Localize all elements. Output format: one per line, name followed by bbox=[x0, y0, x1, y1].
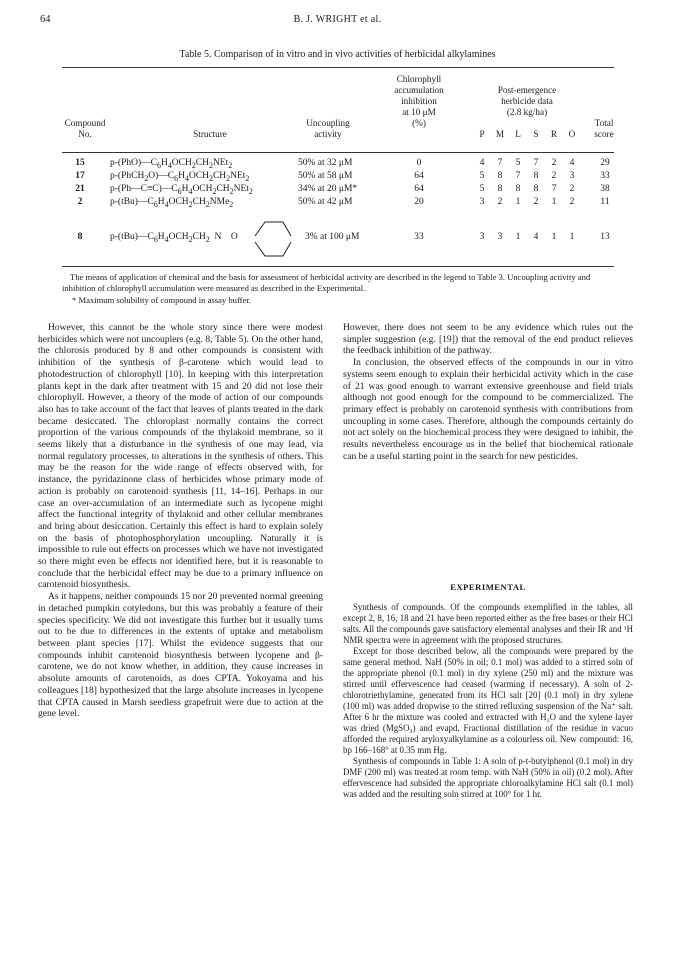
table-caption: Table 5. Comparison of in vitro and in vivo activities of herbicidal alkylamines bbox=[179, 49, 496, 60]
table-top-rule bbox=[62, 67, 614, 68]
paragraph: Synthesis of compounds. Of the compounds exemplified in the tables, all except 2, 8, 16, 18 and 21 have been reported either as the free bases or their HCl salts. All the compounds gave satisfactory elemental analyses and their IR and ¹H NMR spectra were in agreement with the proposed structures. bbox=[343, 602, 633, 645]
paragraph: However, there does not seem to be any evidence which rules out the simpler suggestion (e.g. [19]) that the removal of the end product relieves the feedback inhibition of the pathway. bbox=[343, 322, 633, 357]
structure-cell: $p-(tBu)—C_6H_4OCH_2CH_2$ N O bbox=[110, 232, 238, 244]
header-species: P M L S R O bbox=[479, 129, 576, 139]
paragraph: Synthesis of compounds in Table 1: A soln of p-t-butylphenol (0.1 mol) in dry DMF (200 ml) was treated at room temp. with NaH (50% in oil) (0.2 mol). After effervescence had subsided the appropriate chloroalkylamine HCl salt (0.1 mol) was added and the resulting soln stirred at 100° for 1 hr. bbox=[343, 756, 633, 799]
page-number: 64 bbox=[40, 14, 51, 25]
experimental-body bbox=[343, 602, 633, 800]
page-header bbox=[40, 14, 635, 28]
header-total: Total score bbox=[594, 118, 614, 139]
paragraph: In conclusion, the observed effects of the compounds in our in vitro systems seem enough to explain their herbicidal activity which in the case of 21 was good enough to warrant extensive greenhouse and field trials although not good enough for the compound to be commercialized. The primary effect is probably on carotenoid synthesis with contributions from uncoupling in some cases. Therefore, although the compounds certainly do not act solely on the biochemical process they were designed to inhibit, the results nevertheless encourage us in the belief that biochemical rationale can be a useful starting point in the search for new pesticides. bbox=[343, 357, 633, 462]
paragraph: Except for those described below, all the compounds were prepared by the same general method. NaH (50% in oil; 0.1 mol) was added to a stirred soln of the appropriate phenol (0.1 mol) in dry xylene (250 ml) and the mixture was stirred until effervescence had ceased (warming if necessary). A soln of 2-chlorotriethylamine, generated from its HCl salt [20] (0.1 mol) in dry xylene (100 ml) was added dropwise to the stirred refluxing suspension of the Na⁺ salt. After 6 hr the mixture was cooled and extracted with H₂O and the xylene layer was dried (MgSO₄) and evapd. Fractional distillation of the residue in vacuo afforded the required aryloxyalkylamine as a colourless oil. New compound: 16, bp 166–168° at 0.35 mm Hg. bbox=[343, 646, 633, 755]
structure-cell: $p-(PhCH_2O)—C_6H_4OCH_2CH_2NEt_2$ bbox=[110, 171, 250, 183]
structure-cell: $p-(PhO)—C_6H_4OCH_2CH_2NEt_2$ bbox=[110, 158, 233, 170]
paragraph: However, this cannot be the whole story since there were modest herbicides which were not uncouplers (e.g. 8, Table 5). On the other hand, the chlorosis produced by 8 and other compounds is consistent with inhibition of the synthesis of β-carotene which would lead to photodestruction of chlorophyll [10]. In keeping with this interpretation plants kept in the dark after treatment with 15 and 20 did not lose their chlorophyll. However, a theory of the mode of action of our compounds also has to take account of the fact that leaves of plants treated in the dark became desiccated. The chloroplast normally contains the correct proportion of the various compounds of the thylakoid membrane, so it seems likely that a disturbance in the synthesis of one may lead, via normal regulatory processes, to alterations in the synthesis of others. This may be the reason for the wide range of effects observed with, for instance, the pyridazinone class of herbicides whose primary mode of action is probably on carotenoid synthesis [11, 14–16]. Perhaps in our case an over-accumulation of an intermediate such as lycopene might affect the functional integrity of thylakoid and other cellular membranes and bring about desiccation. Certainly this effect is hard to explain solely on the basis of photophosphorylation uncoupling. Naturally it is impossible to rule out effects on processes which we have not investigated so there might even be effects not identified here, but it is reasonable to conclude that the herbicidal effect may be due to a primary influence on carotenoid biosynthesis. bbox=[38, 322, 323, 591]
body-left-column bbox=[38, 322, 323, 720]
table-footnote: The means of application of chemical and the basis for assessment of herbicidal activity are described in the legend to Table 3. Uncoupling activity and inhibition of chlorophyll accumulation were measured as described in the Experimental. bbox=[62, 272, 591, 293]
table-footnote-asterisk: * Maximum solubility of compound in assay buffer. bbox=[72, 295, 251, 305]
morpholine-ring-icon bbox=[249, 212, 299, 262]
running-head: B. J. WRIGHT et al. bbox=[293, 14, 382, 25]
header-post-emergence: Post-emergence herbicide data (2.8 kg/ha) bbox=[497, 85, 557, 117]
header-compound: Compound No. bbox=[64, 118, 106, 139]
structure-cell: $p-(Ph—C\equiv C)—C_6H_4OCH_2CH_2NEt_2$ bbox=[110, 184, 253, 196]
header-structure: Structure bbox=[193, 129, 227, 139]
header-uncoupling: Uncoupling activity bbox=[306, 118, 350, 139]
body-right-column bbox=[343, 322, 633, 462]
table-bottom-rule bbox=[62, 266, 614, 267]
header-chlorophyll: Chlorophyll accumulation inhibition at 10 μM (%) bbox=[394, 74, 444, 128]
structure-cell: $p-(tBu)—C_6H_4OCH_2CH_2NMe_2$ bbox=[110, 197, 234, 209]
section-heading: EXPERIMENTAL bbox=[450, 582, 526, 592]
paragraph: As it happens, neither compounds 15 nor 20 prevented normal greening in detached pumpkin cotyledons, but this was probably a feature of their species specificity. We did not investigate this further but it usually turns out to be due to differences in the extents of uptake and metabolism between plant species [17]. Whilst the evidence suggests that our compounds inhibit carotenoid biosynthesis between lycopene and β-carotene, we do not know whether, in addition, they cause increases in absolute amounts of carotenoids, as does CPTA. Yokoyama and his colleagues [18] hypothesized that the large absolute increases in lycopene that CPTA caused in Marsh seedless grapefruit were due to action at the gene level. bbox=[38, 591, 323, 720]
table-header-rule bbox=[62, 152, 614, 153]
